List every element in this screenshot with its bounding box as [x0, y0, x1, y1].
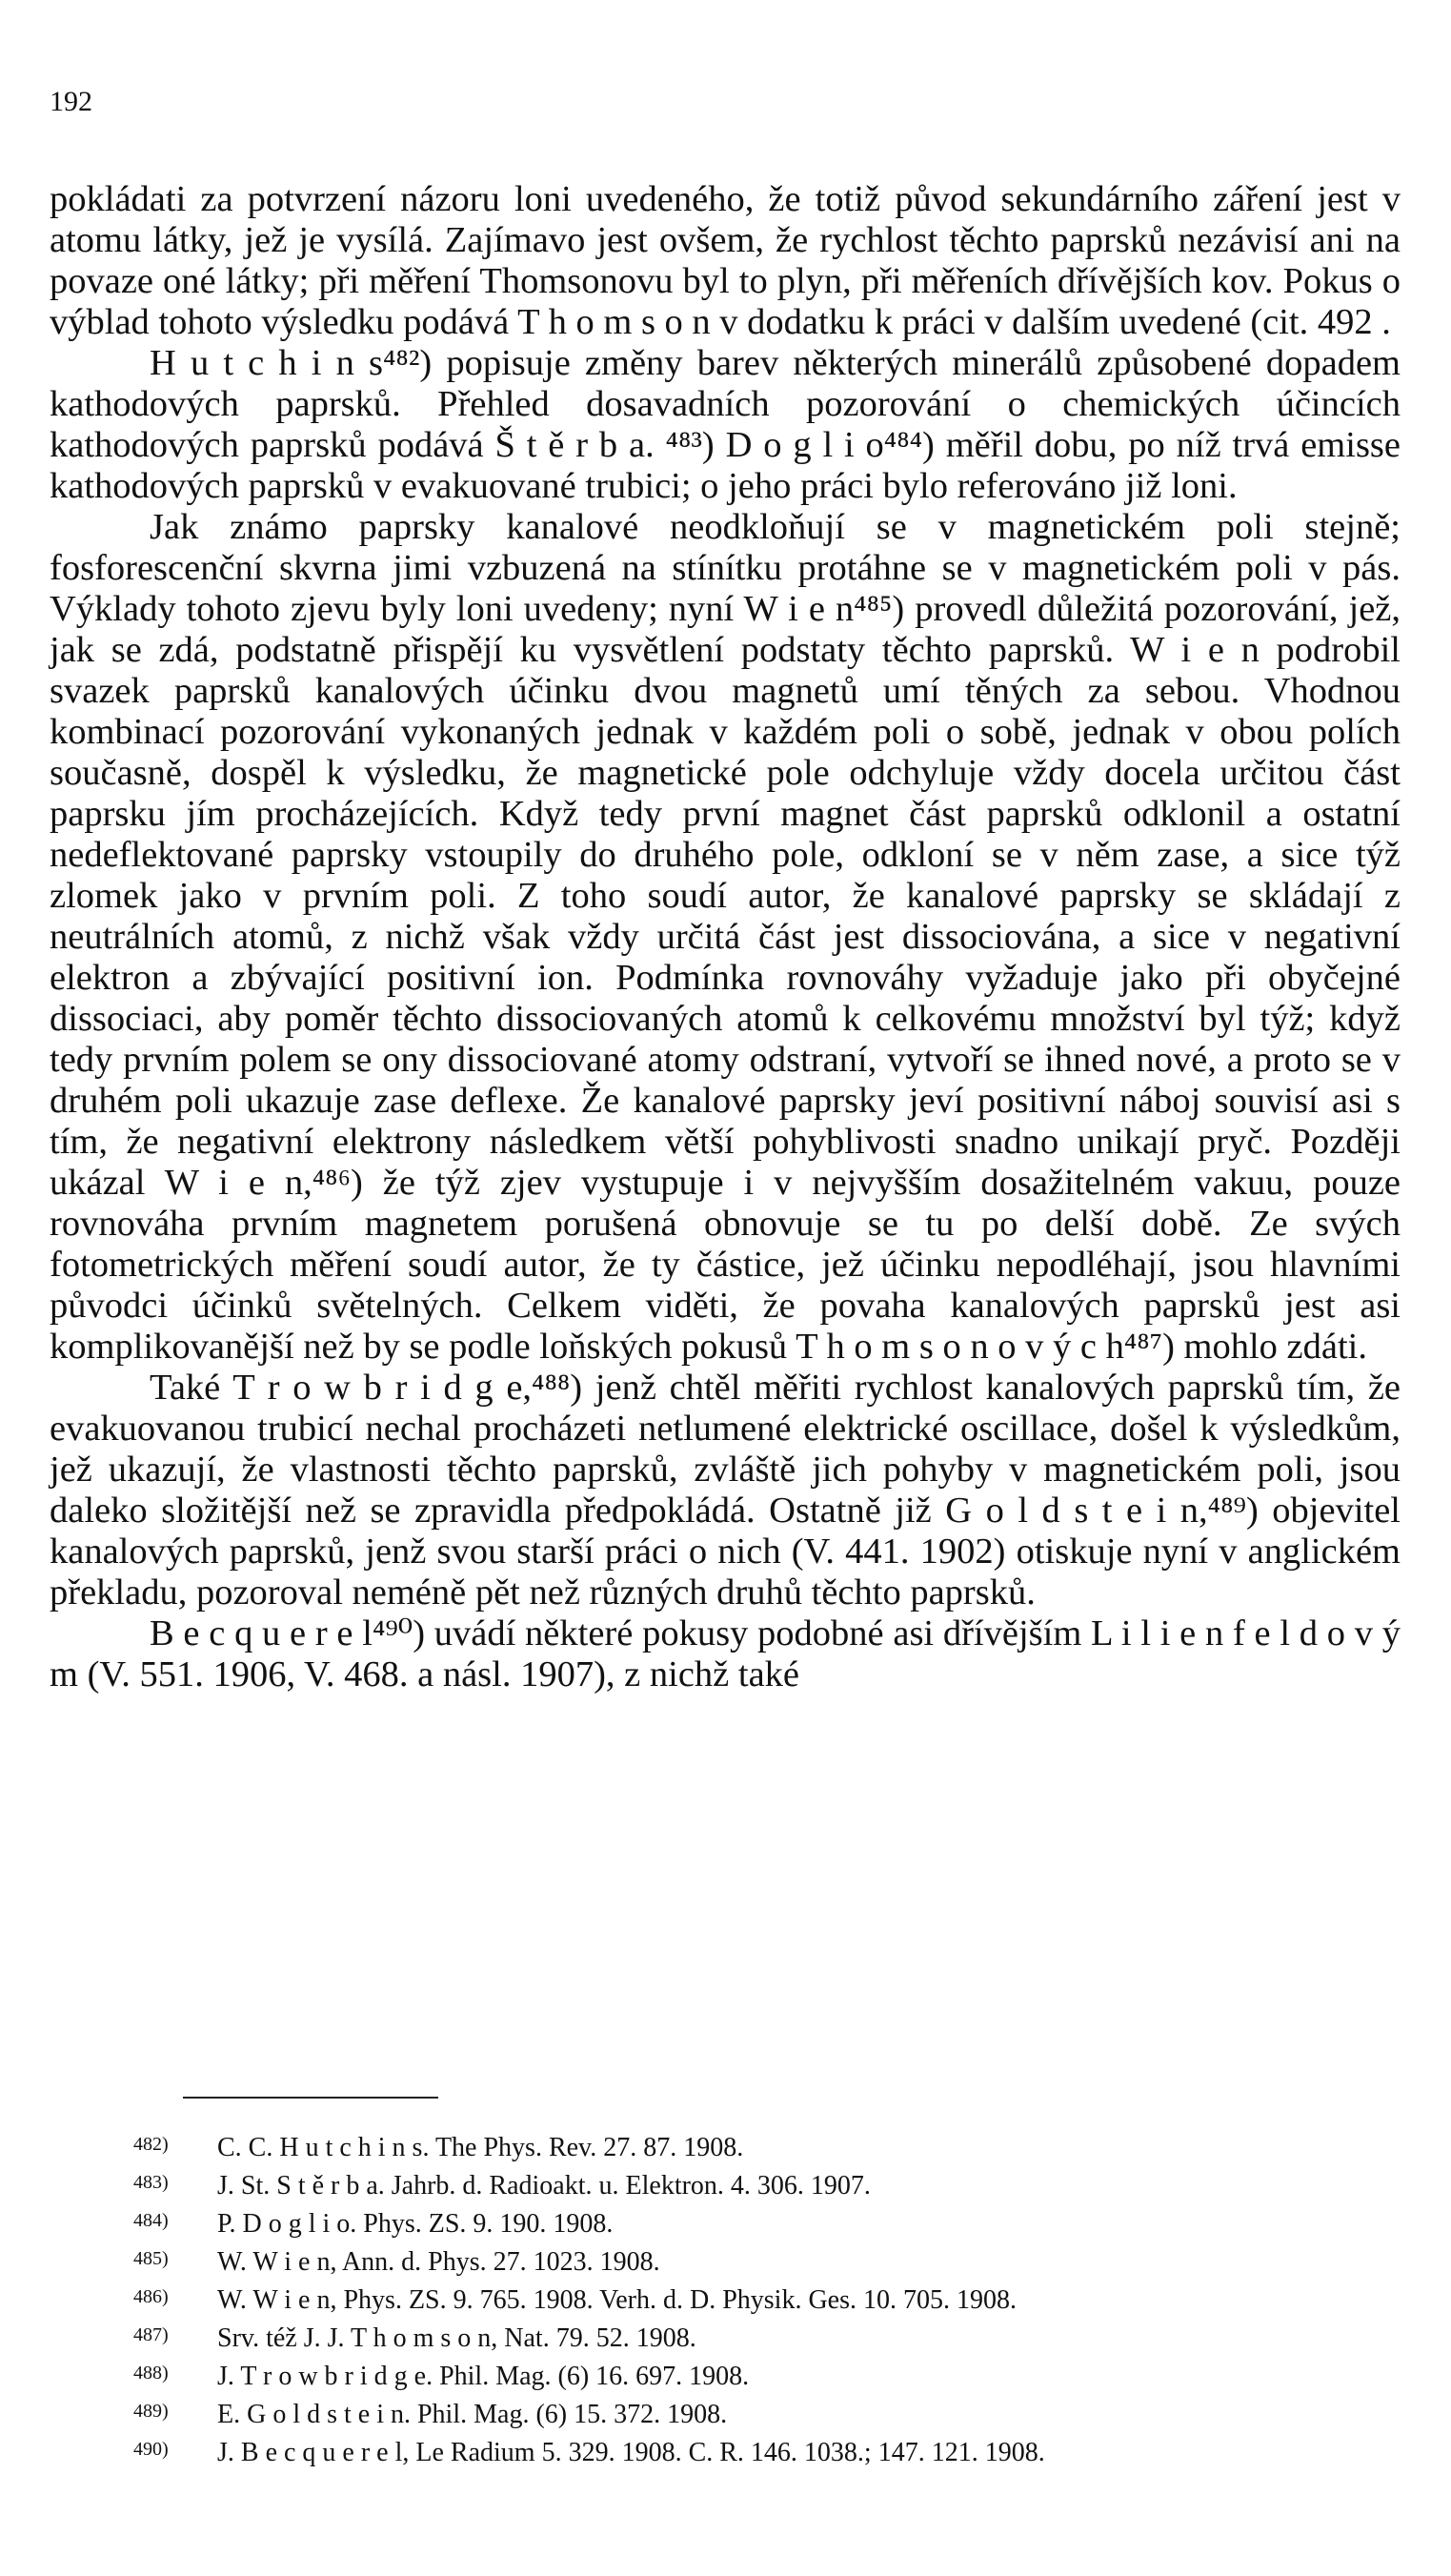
footnote-text: W. W i e n, Ann. d. Phys. 27. 1023. 1908. [217, 2247, 660, 2277]
footnote-text: W. W i e n, Phys. ZS. 9. 765. 1908. Verh. d. D. Physik. Ges. 10. 705. 1908. [217, 2285, 1018, 2315]
footnote [133, 2203, 1410, 2241]
footnote-text: E. G o l d s t e i n. Phil. Mag. (6) 15. 372. 1908. [217, 2400, 728, 2429]
footnote-text: J. St. S t ě r b a. Jahrb. d. Radioakt. u. Elektron. 4. 306. 1907. [217, 2171, 871, 2201]
paragraph: Také T r o w b r i d g e,⁴⁸⁸) jenž chtěl měřiti rychlost kanalových paprsků tím, že evakuovanou trubicí nechal procházeti netlumené elektrické oscillace, došel k výsledkům, jež ukazují, že vlastnosti těchto paprsků, zvláště jich pohyby v magnetickém poli, jsou daleko složitější než se zpravidla předpokládá. Ostatně již G o l d s t e i n,⁴⁸⁹) objevitel kanalových paprsků, jenž svou starší práci o nich (V. 441. 1902) otiskuje nyní v anglickém překladu, pozoroval neméně pět než různých druhů těchto paprsků. [50, 1368, 1401, 1613]
paragraph: H u t c h i n s⁴⁸²) popisuje změny barev některých minerálů způsobené dopadem kathodových paprsků. Přehled dosavadních pozorování o chemických účincích kathodových paprsků podává Š t ě r b a. ⁴⁸³) D o g l i o⁴⁸⁴) měřil dobu, po níž trvá emisse kathodových paprsků v evakuované trubici; o jeho práci bylo referováno již loni. [50, 343, 1401, 506]
footnote [133, 2127, 1410, 2165]
footnote-mark: 483) [133, 2172, 169, 2193]
footnote-mark: 486) [133, 2286, 169, 2307]
paragraph: B e c q u e r e l⁴⁹⁰) uvádí některé pokusy podobné asi dřívějším L i l i e n f e l d o v ý m (V. 551. 1906, V. 468. a násl. 1907), z nichž také [50, 1613, 1401, 1694]
footnote [133, 2241, 1410, 2280]
footnote-text: P. D o g l i o. Phys. ZS. 9. 190. 1908. [217, 2209, 614, 2239]
footnote-text: Srv. též J. J. T h o m s o n, Nat. 79. 52. 1908. [217, 2323, 696, 2353]
paragraph: pokládati za potvrzení názoru loni uvedeného, že totiž původ sekundárního záření jest v atomu látky, jež je vysílá. Zajímavo jest ovšem, že rychlost těchto paprsků nezávisí ani na povaze oné látky; při měření Thomsonovu byl to plyn, při měřeních dřívějších kov. Pokus o výblad tohoto výsledku podává T h o m s o n v dodatku k práci v dalším uvedené (cit. 492 . [50, 179, 1401, 342]
footnote [133, 2280, 1410, 2318]
footnote-mark: 484) [133, 2210, 169, 2231]
footnote [133, 2394, 1410, 2432]
footnotes [133, 2127, 1410, 2470]
footnote-mark: 487) [133, 2324, 169, 2345]
footnote [133, 2432, 1410, 2470]
paragraph: Jak známo paprsky kanalové neodkloňují se v magnetickém poli stejně; fosforescenční skvrna jimi vzbuzená na stínítku protáhne se v magnetickém poli v pás. Výklady tohoto zjevu byly loni uvedeny; nyní W i e n⁴⁸⁵) provedl důležitá pozorování, jež, jak se zdá, podstatně přispějí ku vysvětlení podstaty těchto paprsků. W i e n podrobil svazek paprsků kanalových účinku dvou magnetů umí těných za sebou. Vhodnou kombinací pozorování vykonaných jednak v každém poli o sobě, jednak v obou polích současně, dospěl k výsledku, že magnetické pole odchyluje vždy docela určitou část paprsku jím procházejících. Když tedy první magnet část paprsků odklonil a ostatní nedeflektované paprsky vstoupily do druhého pole, odkloní se v něm zase, a sice týž zlomek jako v prvním poli. Z toho soudí autor, že kanalové paprsky se skládají z neutrálních atomů, z nichž však vždy určitá část jest dissociována, a sice v negativní elektron a zbývající positivní ion. Podmínka rovnováhy vyžaduje jako při obyčejné dissociaci, aby poměr těchto dissociovaných atomů k celkovému množství byl týž; když tedy prvním polem se ony dissociované atomy odstraní, vytvoří se ihned nové, a proto se v druhém poli ukazuje zase deflexe. Že kanalové paprsky jeví positivní náboj souvisí asi s tím, že negativní elektrony následkem větší pohyblivosti snadno unikají pryč. Později ukázal W i e n,⁴⁸⁶) že týž zjev vystupuje i v nejvyšším dosažitelném vakuu, pouze rovnováha prvním magnetem porušená obnovuje se tu po delší době. Ze svých fotometrických měření soudí autor, že ty částice, jež účinku nepodléhají, jsou hlavními původci účinků světelných. Celkem viděti, že povaha kanalových paprsků jest asi komplikovanější než by se podle loňských pokusů T h o m s o n o v ý c h⁴⁸⁷) mohlo zdáti. [50, 507, 1401, 1367]
footnote [133, 2356, 1410, 2394]
footnote-mark: 488) [133, 2363, 169, 2383]
footnote [133, 2318, 1410, 2356]
footnote-mark: 490) [133, 2439, 169, 2460]
footnote [133, 2165, 1410, 2203]
footnote-text: C. C. H u t c h i n s. The Phys. Rev. 27. 87. 1908. [217, 2133, 744, 2162]
footnote-mark: 482) [133, 2134, 169, 2155]
page-number: 192 [50, 86, 92, 117]
footnote-mark: 489) [133, 2401, 169, 2422]
footnote-text: J. B e c q u e r e l, Le Radium 5. 329. 1908. C. R. 146. 1038.; 147. 121. 1908. [217, 2438, 1045, 2467]
footnote-divider [183, 2097, 438, 2099]
footnote-mark: 485) [133, 2248, 169, 2269]
body-text [50, 179, 1401, 1695]
footnote-text: J. T r o w b r i d g e. Phil. Mag. (6) 16. 697. 1908. [217, 2362, 750, 2391]
